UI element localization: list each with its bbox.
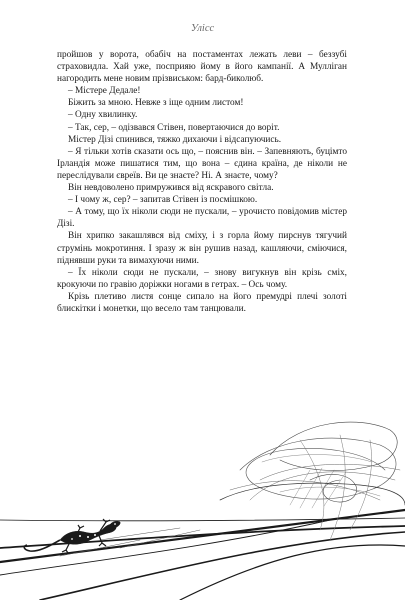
paragraph: Він хрипко закашлявся від сміху, і з горла йому пирснув тягучий струмінь мокротиння. І зразу ж він рушив назад, кашляючи, сміючися, піднявши руки та вимахуючи ними. bbox=[57, 231, 347, 266]
paragraph: – Їх ніколи сюди не пускали, – знову вигукнув він крізь сміх, крокуючи по гравію доріжки ногами в гетрах. – Ось чому. bbox=[57, 267, 347, 290]
paragraph: – І чому ж, сер? – запитав Стівен із посмішкою. bbox=[68, 195, 258, 206]
running-title: Улісс bbox=[190, 23, 215, 34]
paragraph: Крізь плетиво листя сонце сипало на його премудрі плечі золоті блискітки і монетки, що весело там танцювали. bbox=[57, 291, 347, 314]
paragraph: – Я тільки хотів сказати ось що, – пояснив він. – Запевняють, буцімто Ірландія може пишатися тим, що вона – єдина країна, де ніколи не переслідували євреїв. Ви це знаєте? Ні. А знаєте, чому? bbox=[57, 146, 347, 181]
paragraph: – Містере Дедале! bbox=[68, 86, 141, 97]
paragraph: Біжить за мною. Невже з іще одним листом! bbox=[68, 98, 244, 109]
paragraph: Містер Дізі спинився, тяжко дихаючи і відсапуючись. bbox=[68, 134, 282, 145]
paragraph: – Одну хвилинку. bbox=[68, 110, 138, 121]
paragraph: – А тому, що їх ніколи сюди не пускали, – урочисто повідомив містер Дізі. bbox=[57, 207, 347, 230]
paragraph: Він невдоволено примружився від яскравого світла. bbox=[68, 183, 274, 194]
paragraph: – Так, сер, – одізвався Стівен, повертаючися до воріт. bbox=[68, 122, 280, 133]
paragraph: пройшов у ворота, обабіч на постаментах лежать леви – беззубі страховидла. Хай уже, посприяю йому в його кампанії. А Мулліган нагородить мене новим прізвиськом: бард-биколюб. bbox=[57, 50, 347, 85]
tangled-lines-drawing bbox=[0, 422, 405, 600]
